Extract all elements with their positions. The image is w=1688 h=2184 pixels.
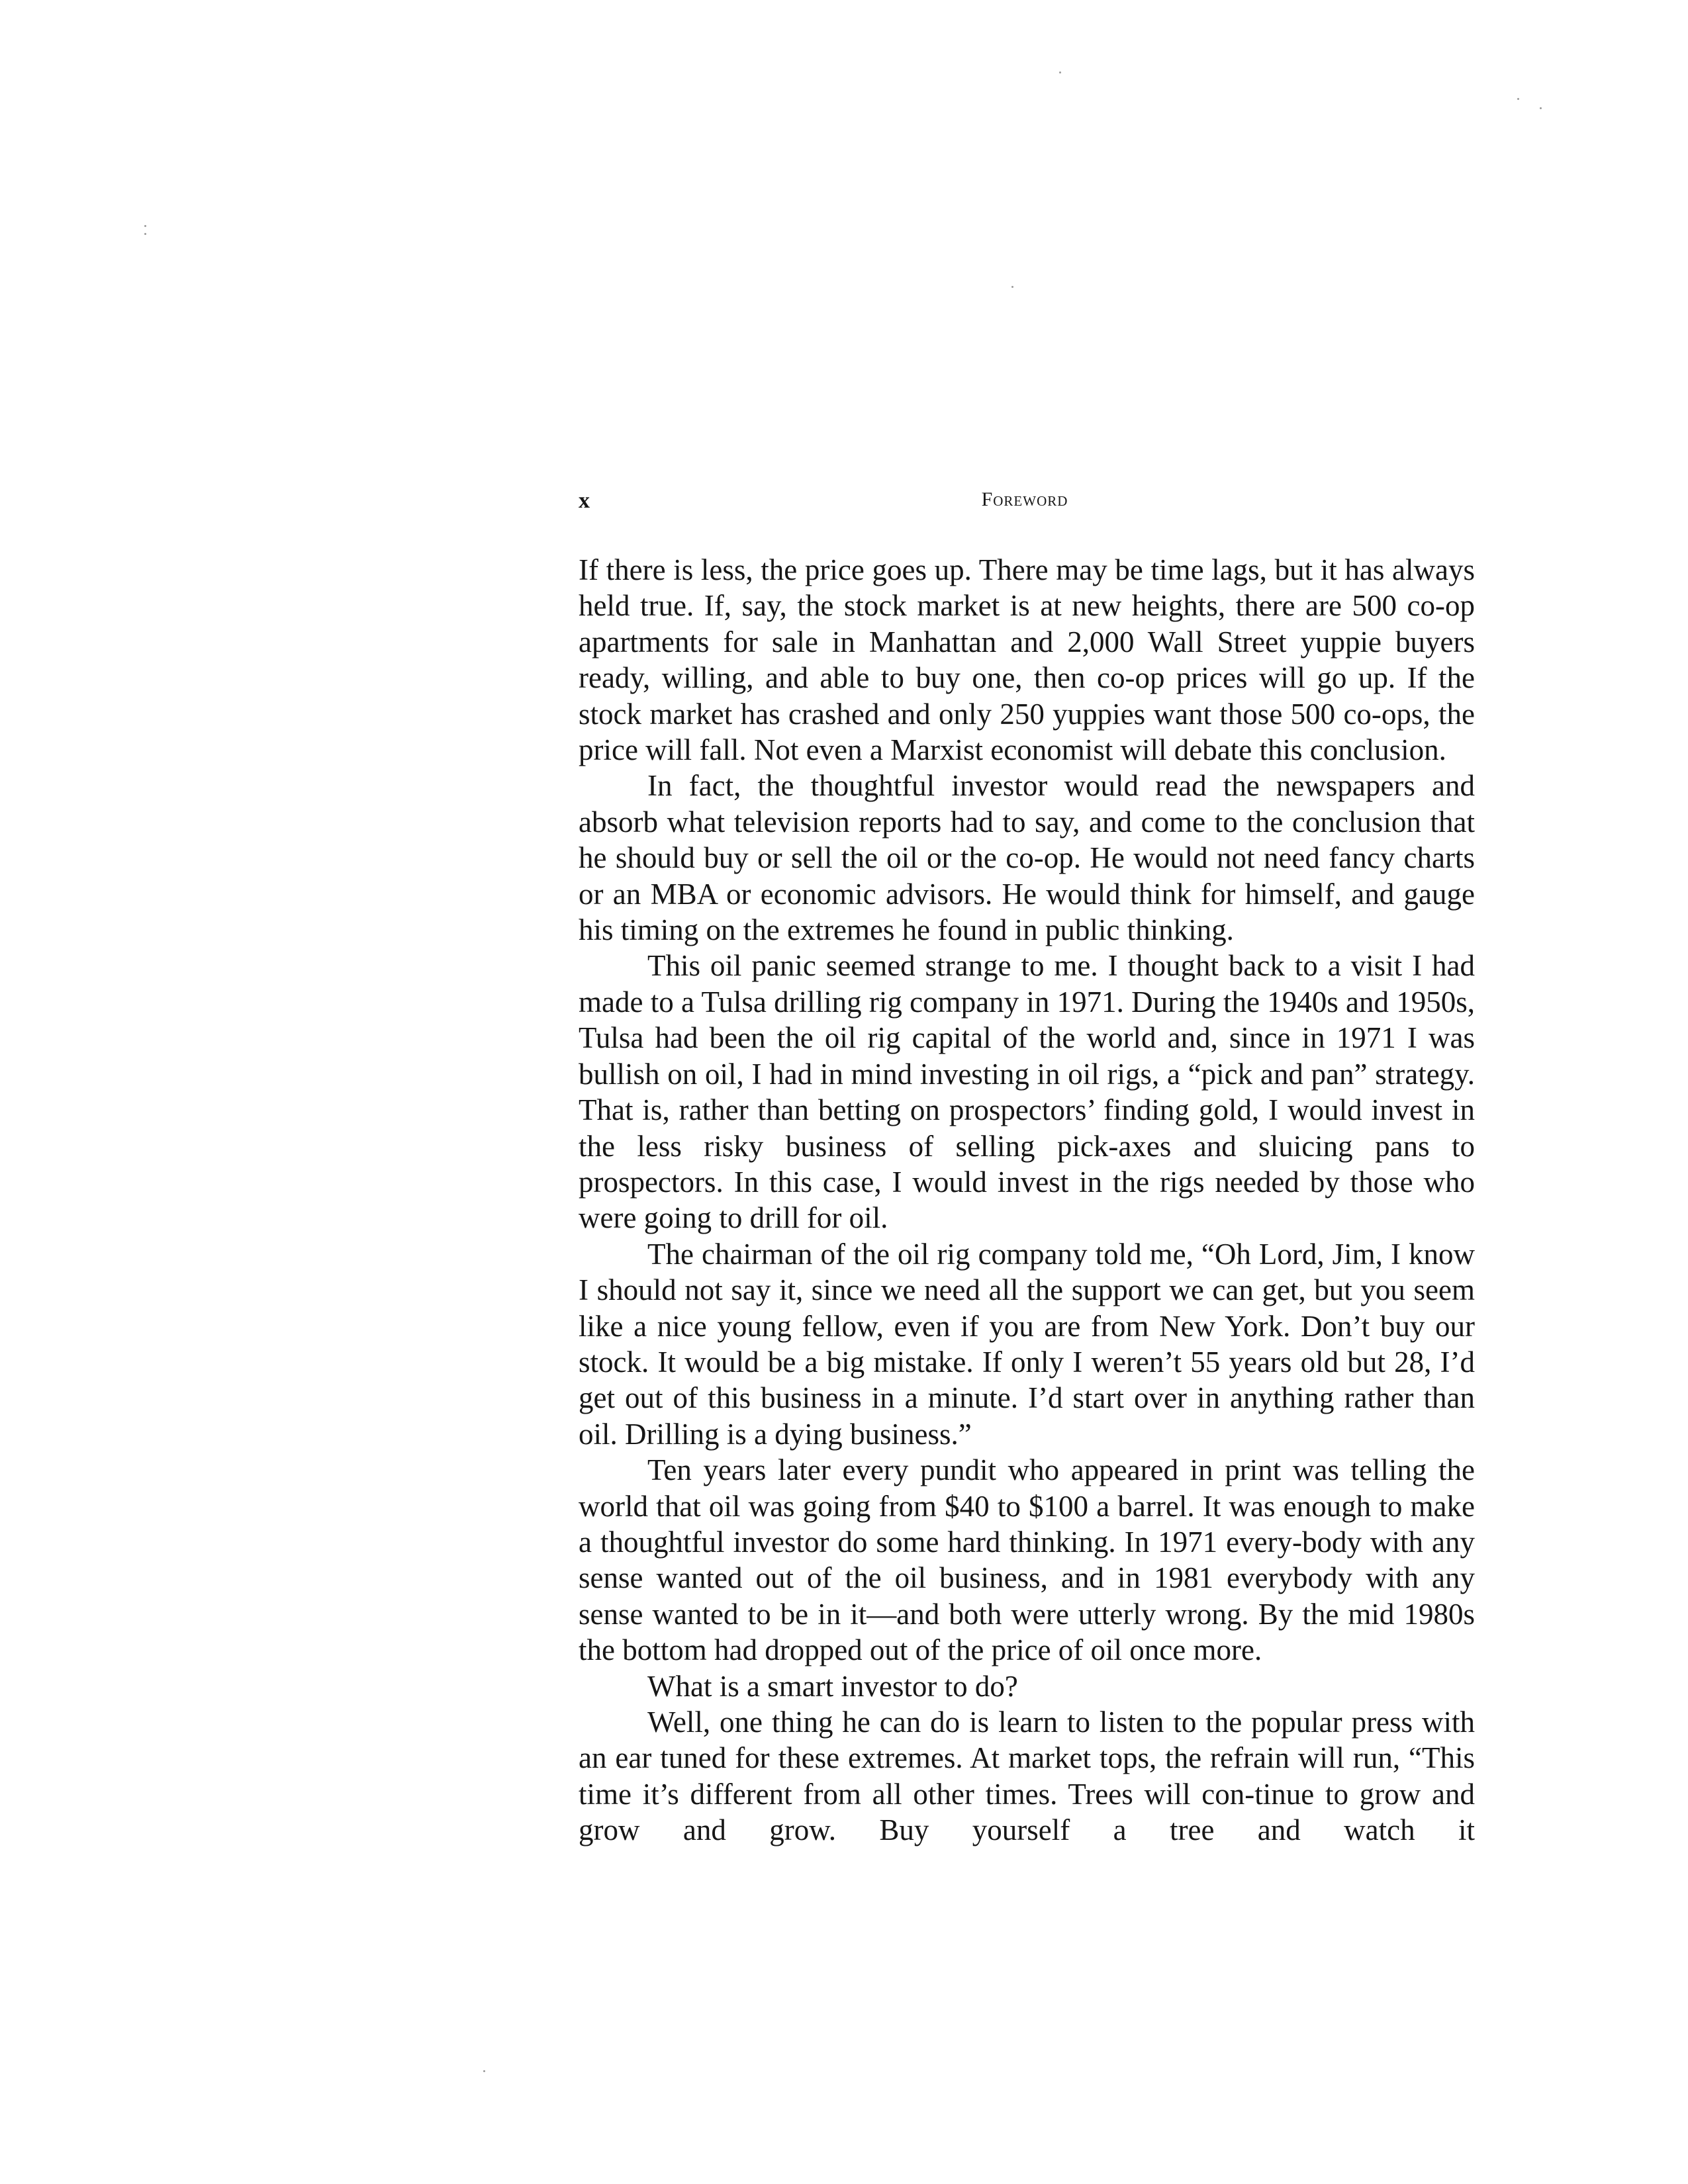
paragraph-3: This oil panic seemed strange to me. I thought back to a visit I had made to a Tulsa drilling rig company in 1971. During the 1940s and 1950s, Tulsa had been the oil rig capital of the world and, since in 1971 I was bullish on oil, I had in mind investing in oil rigs, a “pick and pan” strategy. That is, rather than betting on prospectors’ finding gold, I would invest in the less risky business of selling pick-axes and sluicing pans to prospectors. In this case, I would invest in the rigs needed by those who were going to drill for oil. — [579, 949, 1475, 1235]
body-text — [579, 552, 1475, 1848]
paragraph-7: Well, one thing he can do is learn to listen to the popular press with an ear tuned for these extremes. At market tops, the refrain will run, “This time it’s different from all other times. Trees will con-tinue to grow and grow and grow. Buy yourself a tree and watch it — [579, 1706, 1475, 1847]
scan-speck — [1540, 107, 1542, 109]
scan-speck — [144, 233, 146, 235]
page-number: x — [579, 488, 590, 513]
running-head: Foreword — [981, 488, 1068, 510]
scan-speck — [144, 225, 146, 227]
paragraph-2: In fact, the thoughtful investor would read the newspapers and absorb what television reports had to say, and come to the conclusion that he should buy or sell the oil or the co-op. He would not need fancy charts or an MBA or economic advisors. He would think for himself, and gauge his timing on the extremes he found in public thinking. — [579, 769, 1475, 947]
paragraph-6: What is a smart investor to do? — [647, 1669, 1018, 1703]
page-header — [575, 488, 1475, 522]
scan-speck — [1059, 71, 1061, 73]
scan-speck — [483, 2070, 485, 2072]
paragraph-1: If there is less, the price goes up. There may be time lags, but it has always held true. If, say, the stock market is at new heights, there are 500 co-op apartments for sale in Manhattan and 2,000 Wall Street yuppie buyers ready, willing, and able to buy one, then co-op prices will go up. If the stock market has crashed and only 250 yuppies want those 500 co-ops, the price will fall. Not even a Marxist economist will debate this conclusion. — [579, 553, 1475, 767]
scan-speck — [1011, 286, 1013, 288]
scan-speck — [1517, 98, 1519, 100]
paragraph-5: Ten years later every pundit who appeared in print was telling the world that oil was going from $40 to $100 a barrel. It was enough to make a thoughtful investor do some hard thinking. In 1971 every-body with any sense wanted out of the oil business, and in 1981 everybody with any sense wanted to be in it—and both were utterly wrong. By the mid 1980s the bottom had dropped out of the price of oil once more. — [579, 1453, 1475, 1667]
paragraph-4: The chairman of the oil rig company told me, “Oh Lord, Jim, I know I should not say it, since we need all the support we can get, but you seem like a nice young fellow, even if you are from New York. Don’t buy our stock. It would be a big mistake. If only I weren’t 55 years old but 28, I’d get out of this business in a minute. I’d start over in anything rather than oil. Drilling is a dying business.” — [579, 1237, 1475, 1451]
